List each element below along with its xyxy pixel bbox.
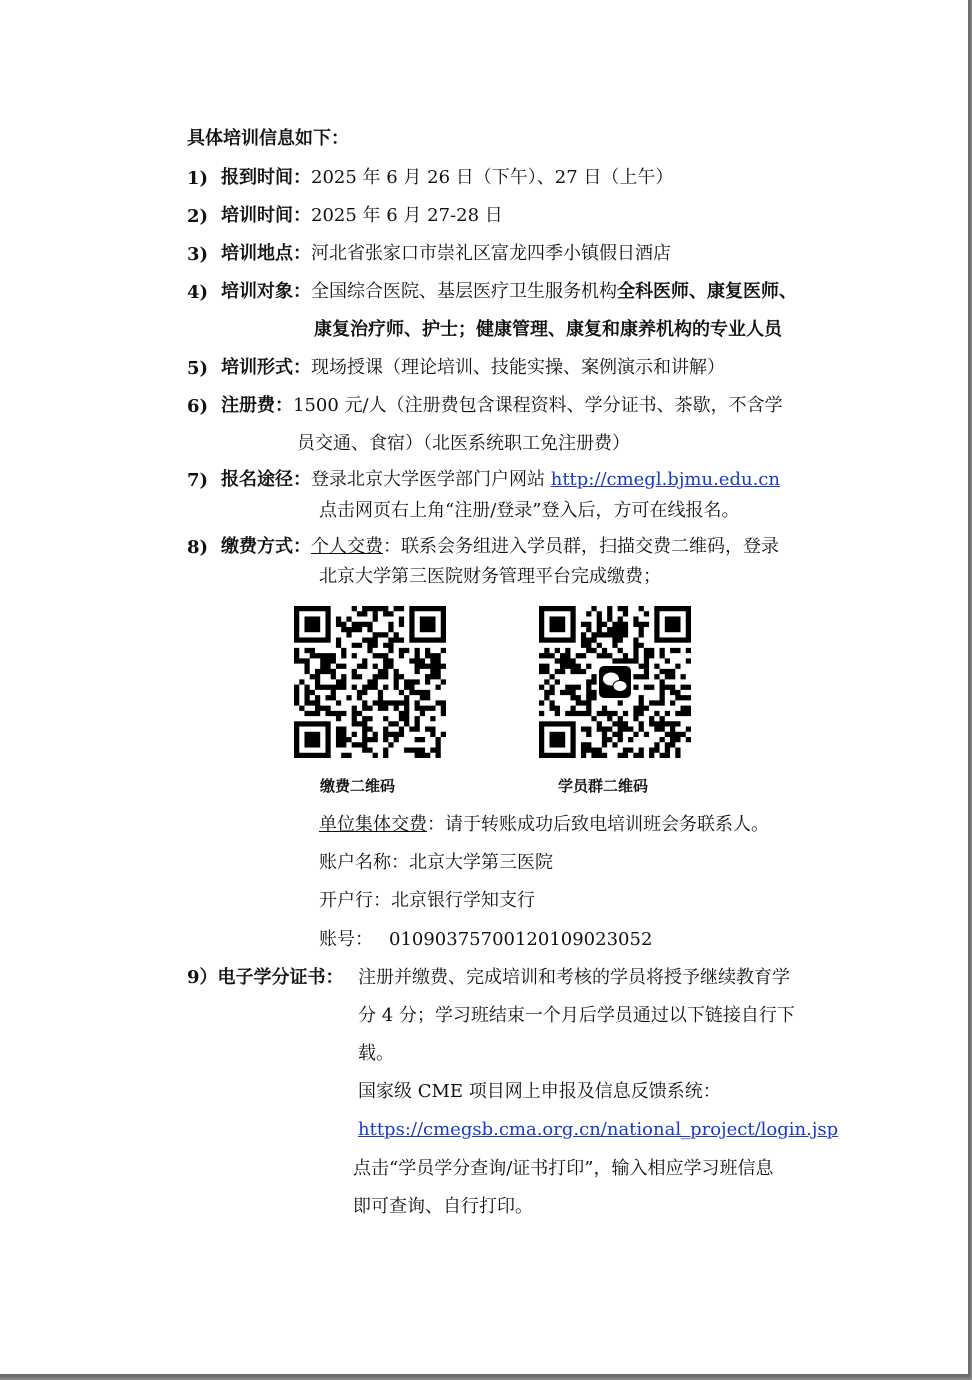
- item-4-continuation: 康复治疗师、护士；健康管理、康复和康养机构的专业人员: [314, 319, 782, 340]
- section-heading: 具体培训信息如下：: [187, 128, 349, 149]
- item-label: 培训时间：: [221, 205, 311, 226]
- group-qr-code-icon: [539, 606, 691, 758]
- item-9-line: 分 4 分；学习班结束一个月后学员通过以下链接自行下: [358, 1005, 795, 1026]
- item-2: [221, 204, 503, 228]
- item-3: [221, 242, 671, 266]
- item-number: 2): [187, 206, 209, 227]
- item-label: 培训地点：: [221, 243, 311, 264]
- item-9-line: 点击“学员学分查询/证书打印”，输入相应学习班信息: [353, 1158, 774, 1179]
- item-7-continuation: 点击网页右上角“注册/登录”登入后，方可在线报名。: [319, 500, 740, 521]
- item-7: [221, 468, 780, 492]
- item-number: 3): [187, 244, 209, 265]
- item-9-line: 注册并缴费、完成培训和考核的学员将授予继续教育学: [358, 967, 790, 988]
- item-number: 5): [187, 358, 209, 379]
- account-number: [319, 928, 652, 952]
- item-1: [221, 166, 673, 190]
- item-text-bold: 全科医师、康复医师、: [617, 281, 797, 302]
- item-text: 登录北京大学医学部门户网站: [311, 469, 551, 490]
- item-number: 7): [187, 470, 209, 491]
- item-9-line: 国家级 CME 项目网上申报及信息反馈系统：: [358, 1081, 721, 1102]
- bank-name: 开户行：北京银行学知支行: [319, 890, 535, 911]
- item-4: [221, 280, 797, 304]
- item-9-label: 9）电子学分证书：: [187, 967, 344, 988]
- item-9-link-line: [358, 1118, 838, 1142]
- group-qr-caption: 学员群二维码: [558, 777, 649, 795]
- item-number: 1): [187, 168, 209, 189]
- item-text: 现场授课（理论培训、技能实操、案例演示和讲解）: [311, 357, 725, 378]
- item-9-line: 即可查询、自行打印。: [353, 1196, 533, 1217]
- item-5: [221, 356, 725, 380]
- item-text: 2025 年 6 月 26 日（下午）、27 日（上午）: [311, 167, 674, 188]
- item-number: 6): [187, 396, 209, 417]
- account-number-label: 账号：: [319, 929, 373, 950]
- payment-qr-caption: 缴费二维码: [320, 777, 396, 795]
- cme-system-link[interactable]: https://cmegsb.cma.org.cn/national_project/login.jsp: [358, 1119, 839, 1140]
- item-label: 报名途径：: [221, 469, 311, 490]
- payment-qr-code-icon: [294, 606, 446, 758]
- item-8: [221, 535, 779, 559]
- item-8-continuation: 北京大学第三医院财务管理平台完成缴费；: [319, 566, 661, 587]
- item-label: 培训形式：: [221, 357, 311, 378]
- item-text: ：联系会务组进入学员群，扫描交费二维码，登录: [383, 536, 779, 557]
- personal-payment-label: 个人交费: [311, 536, 383, 557]
- portal-link[interactable]: http://cmegl.bjmu.edu.cn: [550, 469, 780, 490]
- item-label: 报到时间：: [221, 167, 311, 188]
- item-number: 4): [187, 282, 209, 303]
- account-number-value: 01090375700120109023052: [389, 929, 653, 950]
- item-6: [221, 394, 783, 418]
- item-number: 8): [187, 537, 209, 558]
- unit-payment: [319, 813, 769, 837]
- item-label: 注册费：: [221, 395, 293, 416]
- item-label: 缴费方式：: [221, 536, 311, 557]
- item-label: 培训对象：: [221, 281, 311, 302]
- item-text: 1500 元/人（注册费包含课程资料、学分证书、茶歇，不含学: [293, 395, 783, 416]
- item-9-line: 载。: [358, 1043, 394, 1064]
- item-text: 河北省张家口市崇礼区富龙四季小镇假日酒店: [311, 243, 671, 264]
- account-name: 账户名称：北京大学第三医院: [319, 852, 553, 873]
- item-text: 全国综合医院、基层医疗卫生服务机构: [311, 281, 617, 302]
- unit-payment-text: ：请于转账成功后致电培训班会务联系人。: [427, 814, 769, 835]
- unit-payment-label: 单位集体交费: [319, 814, 427, 835]
- item-6-continuation: 员交通、食宿）（北医系统职工免注册费）: [297, 433, 630, 454]
- item-text: 2025 年 6 月 27-28 日: [311, 205, 503, 226]
